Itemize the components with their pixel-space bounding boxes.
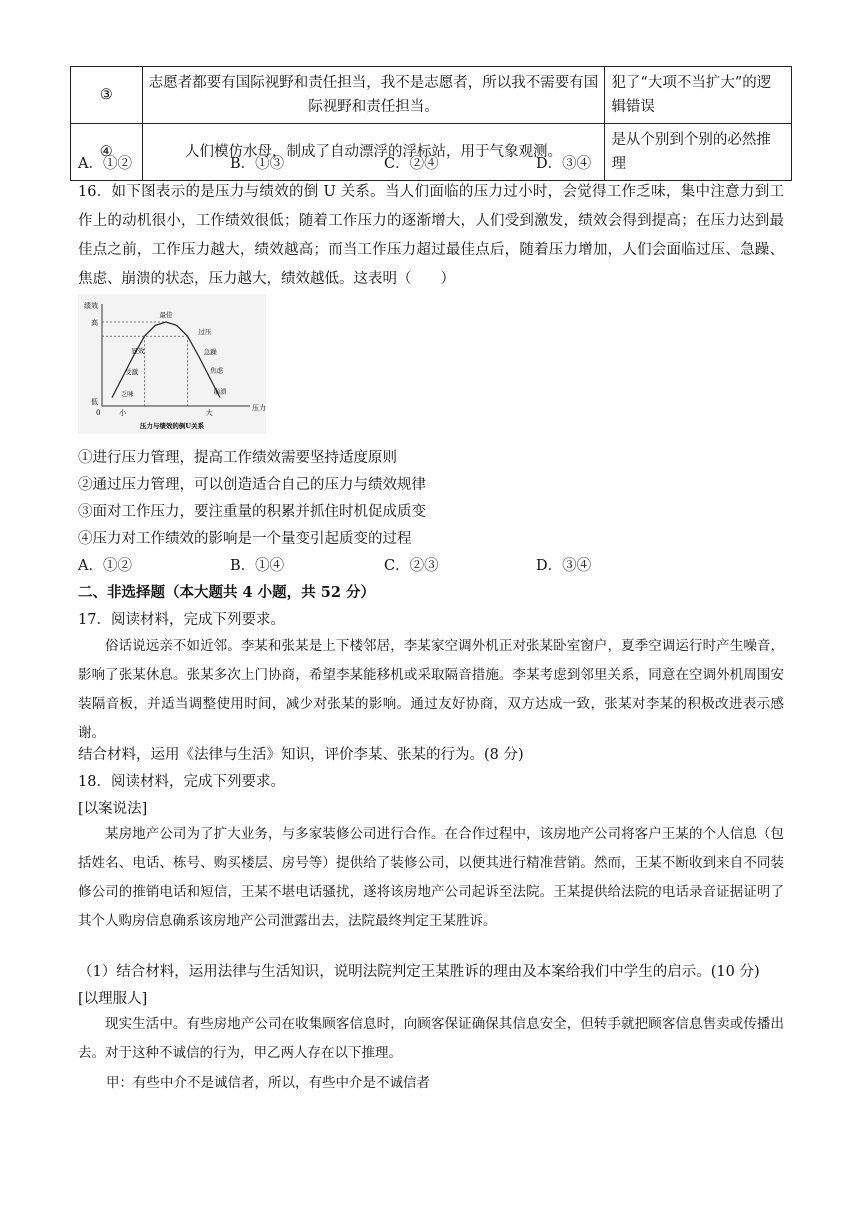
q16-option-2: ②通过压力管理，可以创造适合自己的压力与绩效规律 [78, 477, 426, 493]
section-heading: 二、非选择题（本大题共 4 小题，共 52 分） [78, 584, 375, 601]
chart-annotation: 乏味 [120, 389, 134, 398]
q17-stem: 17．阅读材料，完成下列要求。 [78, 612, 285, 628]
q16-option-3: ③面对工作压力，要注重量的积累并抓住时机促成质变 [78, 504, 426, 520]
row-number: ④ [71, 124, 143, 181]
choice-a[interactable]: A．①② [78, 156, 132, 172]
row-number: ③ [71, 67, 143, 124]
x-axis-label: 压力 [252, 404, 266, 412]
y-tick-high: 高 [91, 319, 98, 327]
chart-annotation: 过压 [198, 327, 212, 336]
table-row [71, 67, 792, 124]
choice-c[interactable]: C．②④ [384, 156, 439, 172]
q17-material: 俗话说远亲不如近邻。李某和张某是上下楼邻居，李某家空调外机正对张某卧室窗户，夏季空调运行时产生噪音，影响了张某休息。张某多次上门协商，希望李某能移机或采取隔音措施。李某考虑到邻里关系，同意在空调外机周围安装隔音板，并适当调整使用时间，减少对张某的影响。通过友好协商，双方达成一致，张某对李某的积极改进表示感谢。 [78, 638, 784, 741]
chart-annotation: 受激 [124, 368, 138, 377]
row-content: 人们模仿水母，制成了自动漂浮的浮标站，用于气象观测。 [142, 124, 605, 181]
choice-b[interactable]: B．①④ [230, 558, 285, 574]
q18-material-2: 现实生活中。有些房地产公司在收集顾客信息时，向顾客保证确保其信息安全，但转手就把顾客信息售卖或传播出去。对于这种不诚信的行为，甲乙两人存在以下推理。 [78, 1016, 784, 1061]
origin-label: 0 [96, 409, 101, 417]
chart-annotation: 崩溃 [213, 387, 227, 396]
chart-annotation: 焦虑 [210, 366, 224, 375]
choice-b[interactable]: B．①③ [230, 156, 285, 172]
x-tick-small: 小 [119, 409, 127, 417]
choice-c[interactable]: C．②③ [384, 558, 439, 574]
chart-annotation: 急躁 [203, 347, 217, 356]
chart-svg [78, 294, 266, 434]
q18-material-1: 某房地产公司为了扩大业务，与多家装修公司进行合作。在合作过程中，该房地产公司将客户王某的个人信息（包括姓名、电话、栋号、购买楼层、房号等）提供给了装修公司，以便其进行精准营销。然而，王某不断收到来自不同装修公司的推销电话和短信，王某不堪电话骚扰，遂将该房地产公司起诉至法院。王某提供给法院的电话录音证据证明了其个人购房信息确系该房地产公司泄露出去，法院最终判定王某胜诉。 [78, 826, 784, 929]
y-tick-low: 低 [91, 398, 98, 406]
choice-a[interactable]: A．①② [78, 558, 132, 574]
row-comment: 是从个别到个别的必然推理 [605, 124, 792, 181]
q17-question: 结合材料，运用《法律与生活》知识，评价李某、张某的行为。(8 分) [78, 747, 524, 763]
q16-stem: 16．如下图表示的是压力与绩效的倒 U 关系。当人们面临的压力过小时，会觉得工作乏味，集中注意力到工作上的动机很小，工作绩效很低；随着工作压力的逐渐增大，人们受到激发，绩效会得到提高；在压力达到最佳点之前，工作压力越大，绩效越高；而当工作压力超过最佳点后，随着压力增加，人们会面临过压、急躁、焦虑、崩溃的状态，压力越大，绩效越低。这表明（ ） [78, 184, 784, 287]
q18-heading-case: [以案说法] [78, 801, 148, 817]
choice-d[interactable]: D．③④ [536, 558, 592, 574]
q18-reasoning-a: 甲：有些中介不是诚信者，所以，有些中介是不诚信者 [106, 1075, 430, 1091]
y-axis-label: 绩效 [84, 302, 98, 310]
chart-annotation: 显效 [131, 347, 145, 356]
q18-stem: 18．阅读材料，完成下列要求。 [78, 774, 285, 790]
row-comment: 犯了“大项不当扩大”的逻辑错误 [605, 67, 792, 124]
q18-question-1: （1）结合材料，运用法律与生活知识，说明法院判定王某胜诉的理由及本案给我们中学生的启示。(10 分) [78, 964, 760, 980]
chart-title: 压力与绩效的倒U关系 [139, 422, 205, 430]
q16-option-4: ④压力对工作绩效的影响是一个量变引起质变的过程 [78, 531, 412, 547]
q16-option-1: ①进行压力管理，提高工作绩效需要坚持适度原则 [78, 450, 397, 466]
chart-annotation: 最佳 [159, 310, 173, 319]
x-tick-large: 大 [205, 409, 213, 417]
q18-heading-reason: [以理服人] [78, 991, 148, 1007]
choice-d[interactable]: D．③④ [536, 156, 592, 172]
row-content: 志愿者都要有国际视野和责任担当，我不是志愿者，所以我不需要有国际视野和责任担当。 [142, 67, 605, 124]
pressure-performance-chart [78, 294, 266, 434]
